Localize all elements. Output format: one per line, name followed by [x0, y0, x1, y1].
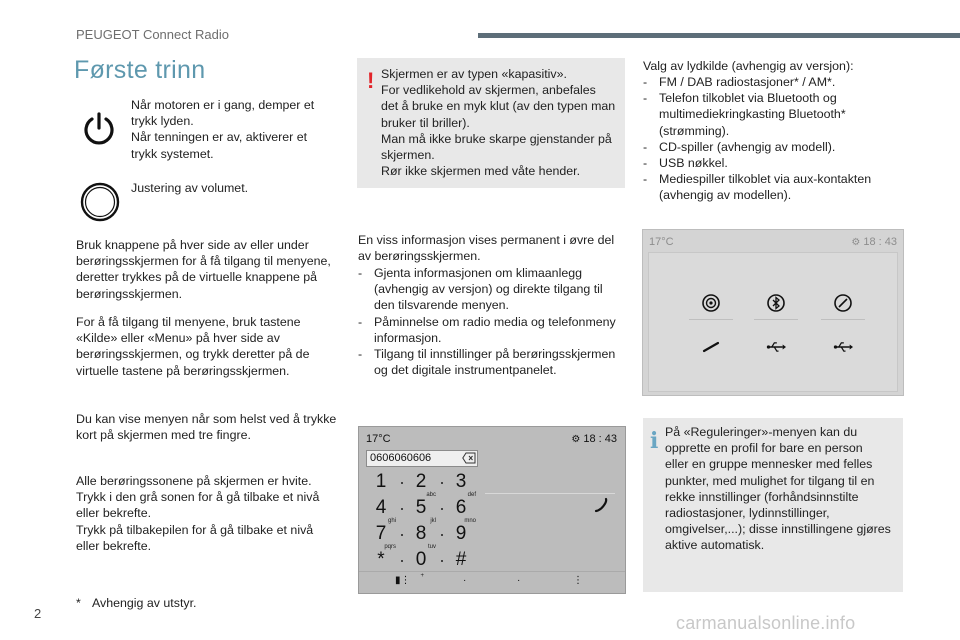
key-digit: 8: [415, 523, 427, 544]
key-8[interactable]: [406, 523, 436, 549]
temperature-readout: 17°C: [366, 433, 391, 445]
paragraph-touch-zones: Alle berøringssonene på skjermen er hvite. Trykk i den grå sonen for å gå tilbake et nivå eller bekrefte. Trykk på tilbakepilen for å gå tilbake et nivå eller bekrefte.: [76, 474, 320, 553]
grid-divider: [821, 319, 865, 320]
power-icon: [80, 110, 118, 148]
backspace-icon[interactable]: [462, 452, 476, 464]
key-digit: 3: [455, 471, 467, 492]
key-7[interactable]: [366, 523, 396, 549]
key-digit: 6: [455, 497, 467, 518]
phone-number-field[interactable]: 0606060606: [366, 450, 478, 467]
key-letters: tuv: [427, 544, 436, 550]
separator-dot: [441, 508, 443, 510]
key-letters: jkl: [430, 518, 436, 524]
source-list: [643, 74, 913, 204]
key-letters: mno: [464, 518, 476, 524]
key-digit: #: [455, 549, 467, 570]
list-item: - Mediespiller tilkoblet via aux-kontakten (avhengig av modellen).: [643, 171, 913, 203]
aux-cable-icon[interactable]: [701, 337, 721, 357]
volume-knob-icon: [80, 182, 120, 222]
settings-icon[interactable]: ⚙: [851, 237, 861, 248]
list-item: - Telefon tilkoblet via Bluetooth og multimediekringkasting Bluetooth* (strømming).: [643, 90, 913, 139]
key-digit: 9: [455, 523, 467, 544]
paragraph-menus: For å få tilgang til menyene, bruk tastene «Kilde» eller «Menu» på hver side av berøringsskjermen, og trykk deretter på de virtuelle tastene på berøringsskjermen.: [76, 315, 310, 378]
info-icon: i: [650, 428, 659, 454]
key-digit: *: [377, 549, 385, 570]
separator-dot: [401, 482, 403, 484]
usb-icon[interactable]: [766, 337, 786, 357]
separator-dot: [401, 560, 403, 562]
separator-dot: [401, 508, 403, 510]
source-grid: [648, 252, 898, 392]
battery-icon: ▮⋮: [395, 575, 411, 586]
warning-icon: !: [367, 68, 375, 93]
key-digit: 2: [415, 471, 427, 492]
radio-icon[interactable]: [701, 293, 721, 313]
phone-dialer-screen: [358, 426, 626, 594]
separator-dot: [441, 560, 443, 562]
header-title: PEUGEOT Connect Radio: [76, 27, 229, 42]
info-text: På «Reguleringer»-menyen kan du opprette en profil for bare en person eller en gruppe mennesker med felles punkter, med mulighet for tilgang til en rekke innstillinger (forhåndsinnstilte radiostasjoner, lydinnstillinger, omgivelser,...); disse innstillingene gjøres aktive automatisk.: [665, 425, 891, 553]
key-2[interactable]: [406, 471, 436, 497]
dot-indicator: ·: [517, 575, 521, 586]
paragraph-buttons: Bruk knappene på hver side av eller under berøringsskjermen for å få tilgang til menyene, deretter trykkes på de virtuelle knappene på berøringsskjermen.: [76, 238, 331, 301]
media-source-screen: [642, 229, 904, 396]
cd-icon[interactable]: [833, 293, 853, 313]
key-digit: 1: [375, 471, 387, 492]
clock-text: 18 : 43: [863, 236, 897, 248]
info-bar-list: [358, 265, 633, 378]
list-item: - Påminnelse om radio media og telefonmeny informasjon.: [358, 314, 633, 346]
separator-dot: [401, 534, 403, 536]
footnote-text: Avhengig av utstyr.: [92, 596, 197, 610]
clock-readout: [571, 433, 617, 445]
key-letters: abc: [426, 492, 436, 498]
key-digit: 4: [375, 497, 387, 518]
source-intro: Valg av lydkilde (avhengig av versjon):: [643, 59, 854, 73]
key-6[interactable]: [446, 497, 476, 523]
separator-dot: [441, 534, 443, 536]
dot-indicator: ·: [463, 575, 467, 586]
power-text: Når motoren er i gang, demper et trykk lyden. Når tenningen er av, aktiverer et trykk systemet.: [131, 98, 315, 161]
list-item: - USB nøkkel.: [643, 155, 913, 171]
list-item: - Tilgang til innstillinger på berøringsskjermen og det digitale instrumentpanelet.: [358, 346, 633, 378]
clock-readout: [851, 236, 897, 248]
warning-box: [357, 58, 625, 188]
temperature-readout: 17°C: [649, 236, 674, 248]
more-icon[interactable]: ⋮: [573, 575, 583, 586]
list-item: - Gjenta informasjonen om klimaanlegg (avhengig av versjon) og direkte tilgang til den tilsvarende menyen.: [358, 265, 633, 314]
divider-line: [485, 493, 615, 494]
grid-divider: [754, 319, 798, 320]
key-digit: 0: [415, 549, 427, 570]
paragraph-three-fingers: Du kan vise menyen når som helst ved å trykke kort på skjermen med tre fingre.: [76, 412, 337, 443]
list-item: - FM / DAB radiostasjoner* / AM*.: [643, 74, 913, 90]
settings-icon[interactable]: ⚙: [571, 434, 581, 445]
key-1[interactable]: [366, 471, 396, 497]
call-handset-icon[interactable]: [593, 497, 609, 513]
section-title: Første trinn: [74, 56, 206, 84]
key-4[interactable]: [366, 497, 396, 523]
key-letters: def: [467, 492, 476, 498]
dialer-bottom-bar: [359, 571, 625, 593]
list-item: - CD-spiller (avhengig av modell).: [643, 139, 913, 155]
watermark: carmanualsonline.info: [676, 613, 856, 633]
footnote-marker: *: [76, 596, 81, 610]
warning-text: Skjermen er av typen «kapasitiv». For vedlikehold av skjermen, anbefales det å bruke en myk klut (av den typen man bruker til briller). Man må ikke bruke skarpe gjenstander på skjermen. Rør ikke skjermen med våte hender.: [381, 67, 616, 179]
key-letters: ghi: [387, 518, 396, 524]
key-9[interactable]: [446, 523, 476, 549]
page-number: 2: [34, 606, 42, 621]
header-bar: [478, 33, 960, 38]
key-3[interactable]: [446, 471, 476, 497]
info-bar-intro: En viss informasjon vises permanent i øvre del av berøringsskjermen.: [358, 233, 615, 264]
volume-text: Justering av volumet.: [131, 181, 249, 195]
usb-icon[interactable]: [833, 337, 853, 357]
info-box: [643, 418, 903, 592]
separator-dot: [441, 482, 443, 484]
key-5[interactable]: [406, 497, 436, 523]
key-letters: +: [420, 573, 424, 579]
grid-divider: [689, 319, 733, 320]
key-digit: 7: [375, 523, 387, 544]
key-digit: 5: [415, 497, 427, 518]
clock-text: 18 : 43: [583, 433, 617, 445]
bluetooth-phone-icon[interactable]: [766, 293, 786, 313]
key-letters: pqrs: [384, 544, 396, 550]
